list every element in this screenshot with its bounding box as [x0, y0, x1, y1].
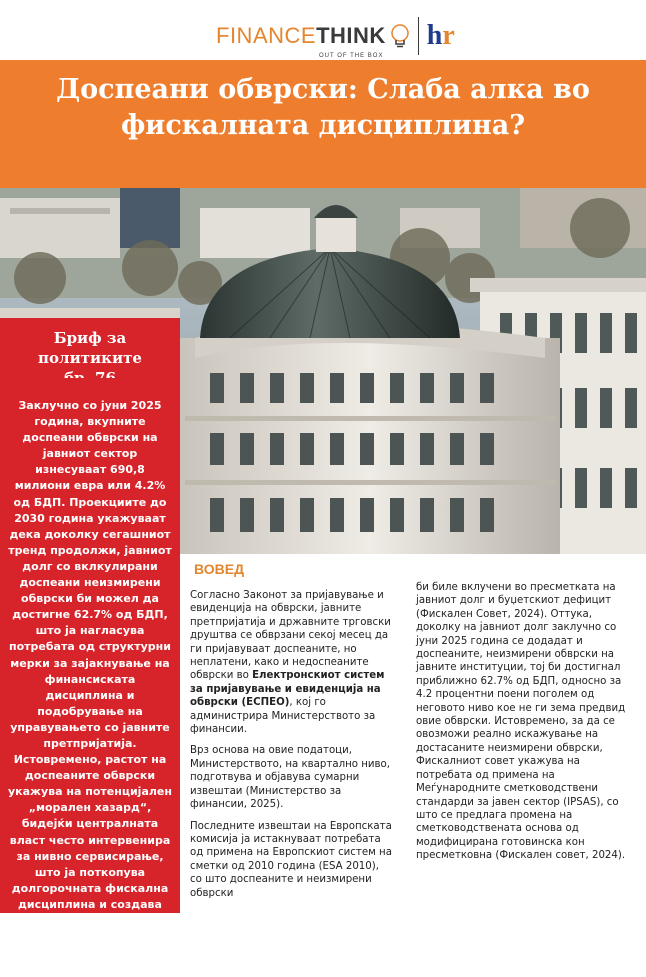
logo-tagline: OUT OF THE BOX: [319, 53, 384, 59]
financethink-logo: [216, 23, 386, 59]
intro-paragraph-4: би биле вклучени во пресметката на јавниот долг и буџетскиот дефицит (Фискален Совет, 2024). Оттука, доколку на јавниот долг заклучно со јуни 2025 година се додадат и доспеаните, неизмирени обврски на јавните институции, тој би достигнал приближно 62.7% од БДП, односно за 4.2 процентни поени поголем од неговото ниво кое не ги зема предвид овие обврски. Истовремено, за да се овозможи реално искажување на достасаните неизмирени обврски, Фискалниот совет укажува на потребата од примена на Меѓународните сметководствени стандарди за јавен сектор (IPSAS), со што се предлага промена на сметководствената основа од модифицирана готовинска кон пресметковна (Фискален совет, 2024).: [416, 582, 626, 862]
intro-paragraph-2: Врз основа на овие податоци, Министерството, на квартално ниво, подготвува и објавува сумарни извештаи (Министерство за финансии, 2025).: [190, 745, 390, 811]
hr-partner-logo: hr: [426, 20, 455, 51]
summary-sidebar: [0, 378, 180, 976]
section-heading-intro: ВОВЕД: [194, 561, 245, 577]
intro-paragraph-1: Согласно Законот за пријавување и евиденција на обврски, јавните претпријатија и државните трговски друштва се обврзани секој месец да ги пријавуваат доспеаните, но неплатени, како и недоспеаните обврски во Електронскиот систем за пријавување и евиденција на обврски (ЕСПЕО), кој го администрира Министерството за финансии.: [190, 590, 391, 736]
espeo-highlight: Електронскиот систем за пријавување и евиденција на обврски (ЕСПЕО): [190, 670, 385, 709]
logo-divider: [418, 17, 419, 55]
logo-group: [216, 14, 455, 58]
logo-think-text: THINK: [316, 23, 386, 48]
policy-brief-badge: [0, 318, 180, 378]
lightbulb-icon: [390, 23, 410, 49]
logo-finance-text: FINANCE: [216, 23, 317, 48]
page-header: [0, 0, 646, 188]
page-title: Доспеани обврски: Слаба алка во фискалната дисциплина?: [56, 74, 590, 141]
body-column-right: [416, 581, 628, 871]
badge-line1: Бриф за политиките: [38, 329, 142, 367]
intro-paragraph-3: Последните извештаи на Европската комисија ја истакнуваат потребата од примена на Европскиот систем на сметки од 2010 година (ESA 2010), со што доспеаните и неизмирени обврски: [190, 820, 392, 899]
body-column-left: [190, 589, 394, 908]
summary-text: Заклучно со јуни 2025 година, вкупните доспеани обврски на јавниот сектор изнесуваат 690,8 милиони евра или 4.2% од БДП. Проекциите до 2030 година укажуваат дека доколку сегашниот тренд продолжи, јавниот долг со вклкулирани доспеани неизмирени обврски би можел да достигне 62.7% од БДП, што ја нагласува потребата од структурни мерки за зајакнување на финансиската дисциплина и подобрување на управувањето со јавните претпријатија. Истовремено, растот на доспеаните обврски укажува на потенцијален „морален хазард“, бидејќи централната власт често интервенира за нивно сервисирање, што ја поткопува долгорочната фискална дисциплина и создава очекување дека идните обврски ќе бидат покриени од други нивоа на власт.: [7, 399, 172, 976]
title-band: [0, 60, 646, 188]
